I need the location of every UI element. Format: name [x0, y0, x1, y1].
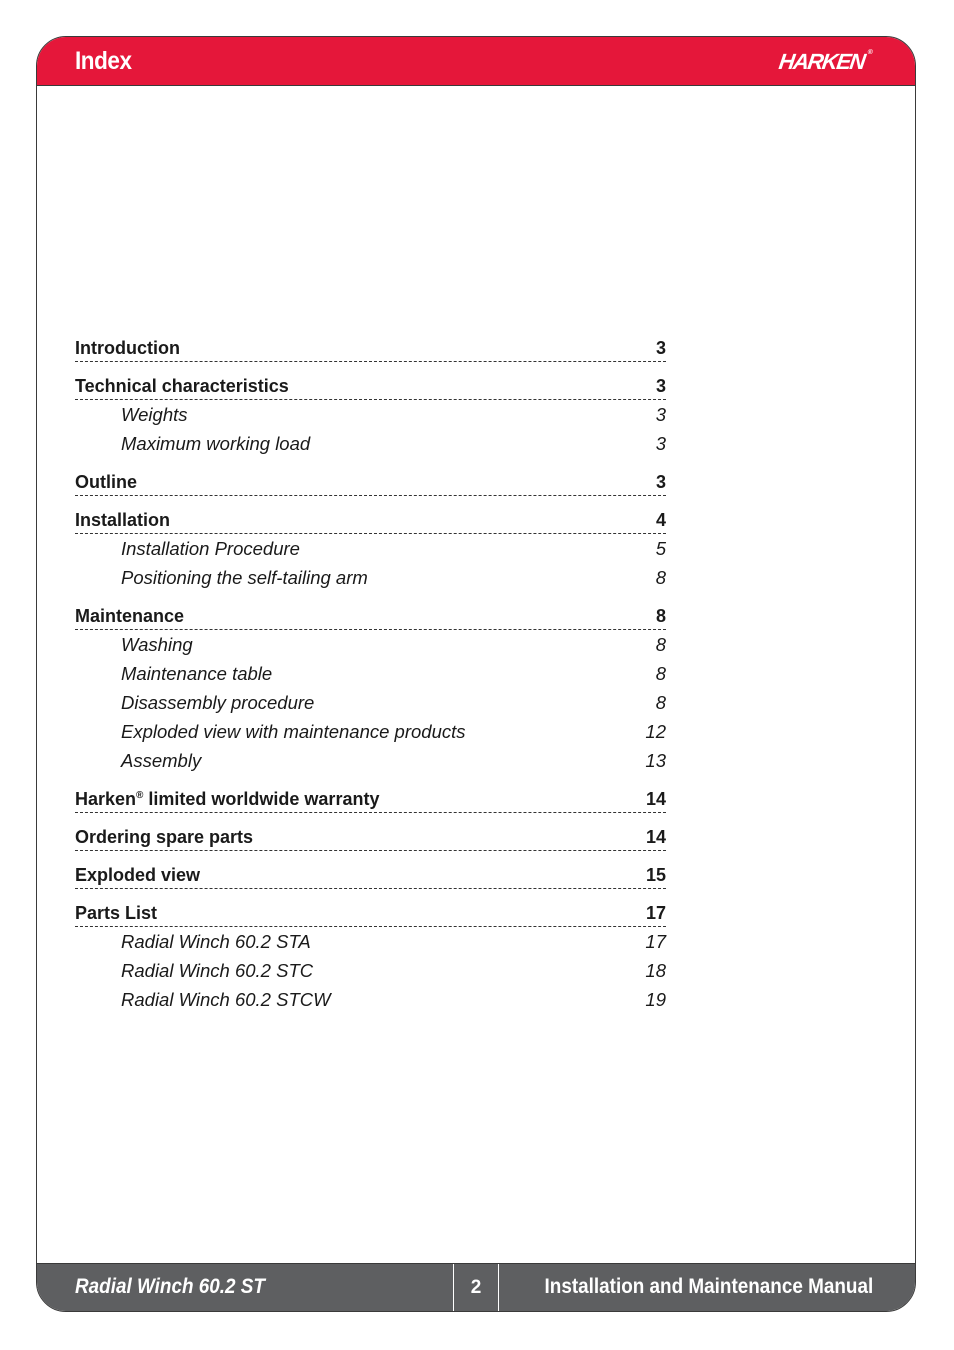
toc-subentry-maximum-working-load[interactable]	[75, 429, 666, 458]
toc-subentry-installation-procedure[interactable]	[75, 534, 666, 563]
toc-subentry-page: 5	[655, 538, 666, 559]
toc-entry-exploded-view[interactable]	[75, 865, 666, 889]
toc-subentry-exploded-view-maintenance[interactable]	[75, 717, 666, 746]
toc-entry-outline[interactable]	[75, 472, 666, 496]
registered-mark: ®	[136, 790, 144, 801]
logo-registered-mark: ®	[866, 49, 873, 56]
table-of-contents	[75, 338, 666, 1014]
toc-subentry-title: Assembly	[121, 750, 202, 771]
page-title: Index	[75, 47, 132, 75]
toc-subentry-title: Positioning the self-tailing arm	[121, 567, 368, 588]
toc-entry-maintenance[interactable]	[75, 606, 666, 630]
toc-subentry-washing[interactable]	[75, 630, 666, 659]
toc-entry-installation[interactable]	[75, 510, 666, 534]
toc-subentry-title: Maintenance table	[121, 663, 273, 684]
toc-subentry-title: Maximum working load	[121, 433, 311, 454]
toc-subentry-disassembly-procedure[interactable]	[75, 688, 666, 717]
toc-entry-technical-characteristics[interactable]	[75, 376, 666, 400]
toc-subentry-page: 18	[645, 960, 666, 981]
toc-entry-page: 14	[645, 827, 666, 847]
toc-entry-title: Outline	[75, 472, 137, 492]
toc-entry-title: Maintenance	[75, 606, 185, 626]
toc-subentry-title: Radial Winch 60.2 STC	[121, 960, 314, 981]
toc-entry-page: 17	[645, 903, 666, 923]
footer-page-box	[453, 1264, 499, 1312]
footer-product-name: Radial Winch 60.2 ST	[75, 1275, 265, 1298]
toc-subentry-title: Weights	[121, 404, 188, 425]
toc-subentry-page: 8	[655, 634, 666, 655]
toc-entry-page: 3	[655, 338, 666, 358]
toc-entry-page: 4	[655, 510, 666, 530]
toc-entry-page: 8	[655, 606, 666, 626]
footer-manual-title: Installation and Maintenance Manual	[544, 1275, 873, 1298]
toc-entry-page: 3	[655, 472, 666, 492]
toc-entry-introduction[interactable]	[75, 338, 666, 362]
toc-subentry-page: 3	[655, 433, 666, 454]
toc-entry-title-rest: limited worldwide warranty	[143, 789, 380, 809]
toc-subentry-maintenance-table[interactable]	[75, 659, 666, 688]
toc-subentry-assembly[interactable]	[75, 746, 666, 775]
toc-subentry-title: Radial Winch 60.2 STA	[121, 931, 311, 952]
toc-subentry-title: Washing	[121, 634, 193, 655]
toc-subentry-page: 19	[645, 989, 666, 1010]
toc-subentry-page: 8	[655, 567, 666, 588]
toc-entry-ordering-spare-parts[interactable]	[75, 827, 666, 851]
footer-page-number: 2	[470, 1277, 482, 1298]
toc-subentry-title: Radial Winch 60.2 STCW	[121, 989, 331, 1010]
toc-entry-title-brand: Harken	[75, 789, 137, 809]
toc-entry-title: Installation	[75, 510, 171, 530]
toc-entry-title: Parts List	[75, 903, 158, 923]
toc-subentry-page: 12	[645, 721, 666, 742]
toc-entry-page: 14	[645, 789, 666, 809]
toc-subentry-page: 8	[655, 663, 666, 684]
toc-entry-parts-list[interactable]	[75, 903, 666, 927]
toc-subentry-title: Disassembly procedure	[121, 692, 315, 713]
harken-logo	[777, 49, 873, 75]
toc-subentry-sta[interactable]	[75, 927, 666, 956]
toc-entry-title: Introduction	[75, 338, 180, 358]
toc-subentry-stc[interactable]	[75, 956, 666, 985]
toc-subentry-positioning-arm[interactable]	[75, 563, 666, 592]
toc-entry-page: 3	[655, 376, 666, 396]
toc-subentry-title: Exploded view with maintenance products	[121, 721, 466, 742]
toc-subentry-stcw[interactable]	[75, 985, 666, 1014]
toc-subentry-page: 8	[655, 692, 666, 713]
toc-entry-page: 15	[645, 865, 666, 885]
toc-entry-title	[75, 789, 379, 810]
toc-subentry-page: 3	[655, 404, 666, 425]
page-footer	[37, 1263, 915, 1311]
toc-subentry-weights[interactable]	[75, 400, 666, 429]
toc-entry-warranty[interactable]	[75, 789, 666, 813]
toc-entry-title: Exploded view	[75, 865, 201, 885]
toc-subentry-title: Installation Procedure	[121, 538, 300, 559]
toc-entry-title: Technical characteristics	[75, 376, 289, 396]
toc-subentry-page: 13	[645, 750, 666, 771]
page-header	[37, 37, 915, 86]
toc-entry-title: Ordering spare parts	[75, 827, 254, 847]
toc-subentry-page: 17	[645, 931, 666, 952]
logo-text: HARKEN	[777, 49, 866, 74]
